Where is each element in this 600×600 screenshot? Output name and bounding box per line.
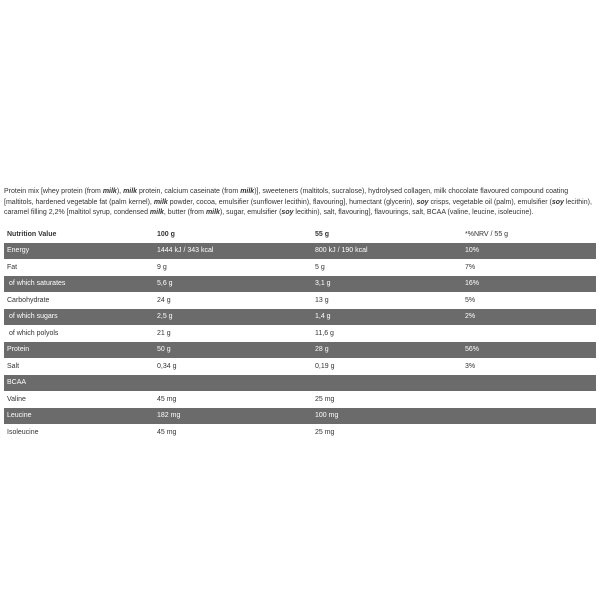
value-55g: 25 mg: [315, 428, 335, 436]
nutrient-name: Isoleucine: [7, 428, 39, 436]
allergen-text: milk: [123, 188, 138, 195]
allergen-text: soy: [416, 198, 429, 206]
value-55g: 800 kJ / 190 kcal: [315, 247, 368, 255]
value-nrv: 3%: [465, 362, 476, 370]
allergen-text: milk: [205, 209, 220, 216]
value-100g: 9 g: [157, 263, 167, 271]
nutrient-name: Protein: [7, 346, 30, 354]
nutrient-name: of which saturates: [9, 280, 66, 288]
table-row: [4, 375, 596, 392]
ingredient-text: )], sweeteners (maltitols, sucralose), hydrolysed collagen, milk chocolate flavoured compound coating [maltitols, hardened vegetable fat (palm kernel),: [4, 188, 569, 206]
ingredient-text: ),: [116, 188, 124, 195]
ingredient-text: , butter (from: [163, 209, 206, 216]
allergen-text: soy: [281, 209, 294, 216]
value-nrv: 2%: [465, 313, 476, 321]
nutrient-name: Energy: [7, 247, 30, 255]
nutrient-name: Valine: [7, 395, 26, 403]
nutrient-name: Carbohydrate: [7, 296, 50, 304]
value-55g: 5 g: [315, 263, 325, 271]
value-55g: 1,4 g: [315, 313, 331, 321]
nutrient-name: Leucine: [7, 412, 32, 420]
value-55g: 25 mg: [315, 395, 335, 403]
table-row: [4, 358, 596, 375]
header-nrv: *%NRV / 55 g: [465, 230, 509, 238]
nutrient-name: of which sugars: [9, 313, 58, 321]
allergen-text: milk: [153, 198, 168, 206]
nutrient-name: BCAA: [7, 379, 27, 387]
value-nrv: 7%: [465, 263, 476, 271]
table-row: [4, 276, 596, 293]
table-row: [4, 424, 596, 441]
ingredient-text: protein, calcium caseinate (from: [137, 188, 241, 195]
ingredient-text: lecithin), salt, flavouring], flavourings, salt, BCAA (valine, leucine, isoleucine).: [293, 209, 534, 216]
value-nrv: 16%: [465, 280, 480, 288]
value-100g: 50 g: [157, 346, 171, 354]
table-row: [4, 309, 596, 326]
table-row: [4, 408, 596, 425]
allergen-text: milk: [149, 209, 164, 216]
value-nrv: 10%: [465, 247, 480, 255]
nutrient-name: of which polyols: [9, 329, 59, 337]
value-100g: 24 g: [157, 296, 171, 304]
nutrition-table: [4, 226, 596, 441]
value-100g: 21 g: [157, 329, 171, 337]
value-55g: 3,1 g: [315, 280, 331, 288]
nutrient-name: Salt: [7, 362, 20, 370]
value-100g: 1444 kJ / 343 kcal: [157, 247, 214, 255]
value-55g: 100 mg: [315, 412, 339, 420]
value-100g: 45 mg: [157, 428, 177, 436]
ingredient-text: Protein mix [whey protein (from: [4, 188, 103, 195]
ingredients-text: [4, 187, 596, 219]
ingredient-text: ), sugar, emulsifier (: [219, 209, 282, 216]
value-100g: 5,6 g: [157, 280, 173, 288]
value-100g: 2,5 g: [157, 313, 173, 321]
table-row: [4, 325, 596, 342]
value-55g: 13 g: [315, 296, 329, 304]
header-nutrition-value: Nutrition Value: [7, 230, 57, 238]
value-nrv: 56%: [465, 346, 480, 354]
table-body: [4, 243, 596, 441]
table-row: [4, 243, 596, 260]
table-row: [4, 391, 596, 408]
value-100g: 45 mg: [157, 395, 177, 403]
nutrient-name: Fat: [7, 263, 18, 271]
ingredient-text: powder, cocoa, emulsifier (sunflower lecithin), flavouring], humectant (glycerin),: [167, 198, 417, 206]
ingredient-text: lecithin), caramel filling 2,2% [maltitol syrup, condensed: [4, 198, 592, 216]
header-per-55g: 55 g: [315, 230, 330, 238]
header-per-100g: 100 g: [157, 230, 175, 238]
value-100g: 0,34 g: [157, 362, 177, 370]
allergen-text: milk: [102, 188, 117, 195]
allergen-text: soy: [551, 198, 564, 206]
value-100g: 182 mg: [157, 412, 181, 420]
value-nrv: 5%: [465, 296, 476, 304]
table-header-row: [4, 226, 596, 243]
table-row: [4, 292, 596, 309]
table-row: [4, 342, 596, 359]
table-row: [4, 259, 596, 276]
value-55g: 28 g: [315, 346, 329, 354]
value-55g: 11,6 g: [315, 329, 334, 337]
value-55g: 0,19 g: [315, 362, 335, 370]
ingredient-text: crisps, vegetable oil (palm), emulsifier (: [428, 198, 552, 206]
allergen-text: milk: [240, 188, 255, 195]
